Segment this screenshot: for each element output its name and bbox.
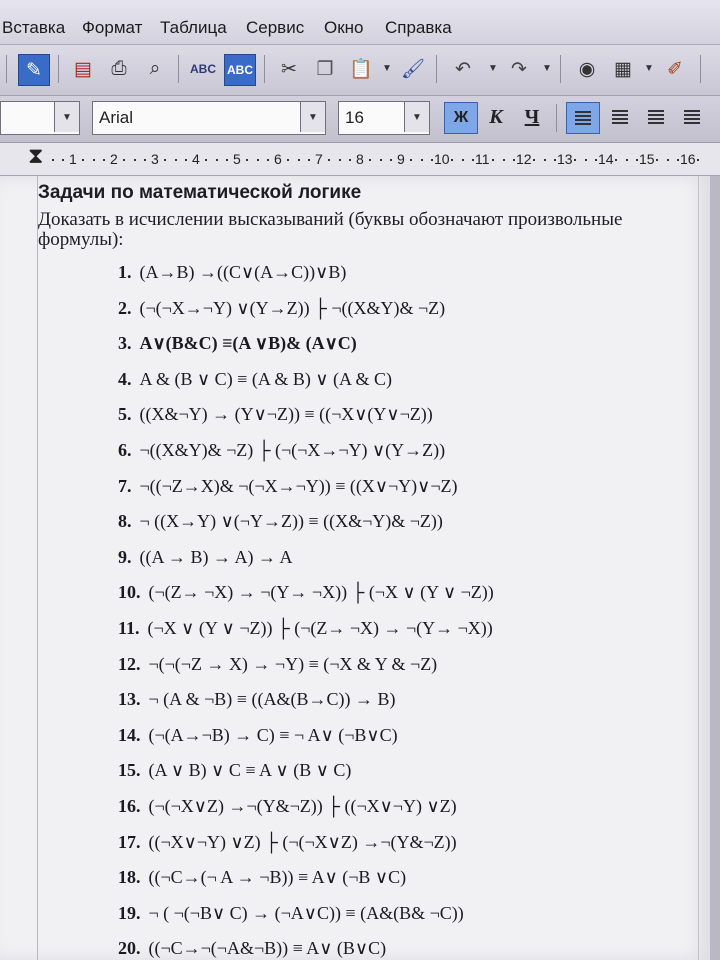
ruler-tick [677,159,679,161]
ruler-tick [595,159,597,161]
problem-item[interactable] [118,547,293,568]
ruler-tick [308,159,310,161]
undo-dropdown-arrow[interactable]: ▼ [488,63,498,74]
indent-marker-icon[interactable]: ⧗ [28,143,44,168]
problem-formula: ¬((¬Z→X)& ¬(¬X→¬Y)) ≡ ((X∨¬Y)∨¬Z) [139,475,458,496]
problem-number: 11. [118,618,140,638]
problem-number: 5. [118,404,132,425]
ruler-tick [164,159,166,161]
toolbar-separator [700,55,701,83]
ruler-number: 8 [356,151,364,167]
menu-window[interactable]: Окно [324,18,364,37]
problem-item[interactable] [118,262,346,283]
problem-formula: ((¬X∨¬Y) ∨Z) ├ (¬(¬X∨Z) →¬(Y&¬Z)) [148,831,457,852]
horizontal-ruler[interactable] [0,143,720,176]
ruler-number: 10 [434,151,450,167]
document-heading[interactable]: Задачи по математической логике [38,182,362,203]
ruler-number: 15 [639,151,655,167]
preview-icon[interactable]: ⌕ [149,58,161,79]
ruler-tick [216,159,218,161]
table-icon[interactable]: ▦ [614,58,632,80]
undo-icon[interactable]: ↶ [455,58,471,80]
ruler-number: 9 [397,151,405,167]
problem-number: 17. [118,831,141,852]
problem-item[interactable] [118,440,445,461]
problem-formula: (¬X ∨ (Y ∨ ¬Z)) ├ (¬(Z→ ¬X) → ¬(Y→ ¬X)) [147,618,493,638]
ruler-number: 16 [680,151,696,167]
problem-item[interactable] [118,298,445,319]
justify-button[interactable] [676,102,708,132]
cut-icon[interactable]: ✂ [281,58,297,80]
text-boundary-left [37,176,38,960]
font-name-select[interactable] [92,101,326,135]
ruler-tick [410,159,412,161]
ruler-tick [123,159,125,161]
problem-item[interactable] [118,654,437,675]
problem-item[interactable] [118,333,357,354]
ruler-tick [380,159,382,161]
align-center-icon [612,110,628,124]
problem-number: 8. [118,511,132,532]
ruler-tick [492,159,494,161]
justify-icon [684,110,700,124]
problem-item[interactable] [118,582,494,603]
ruler-number: 2 [110,151,118,167]
problem-number: 6. [118,440,132,460]
problem-number: 7. [118,475,132,496]
problem-number: 18. [118,867,141,888]
align-center-button[interactable] [604,102,636,132]
problem-number: 20. [118,938,141,959]
formatting-toolbar [0,96,720,143]
ruler-number: 4 [192,151,200,167]
ruler-tick [349,159,351,161]
paragraph-style-select[interactable] [0,101,80,135]
ruler-tick [554,159,556,161]
edit-icon[interactable]: ✎ [18,54,50,86]
ruler-tick [257,159,259,161]
ruler-tick [636,159,638,161]
problem-formula: ¬ (A & ¬B) ≡ ((A&(B→C)) → B) [148,689,396,710]
copy-icon[interactable]: ❐ [316,58,334,80]
toolbar-separator [264,55,265,83]
problem-number: 9. [118,546,132,567]
toolbar-separator [178,55,179,83]
ruler-tick [533,159,535,161]
ruler-tick [585,159,587,161]
ruler-tick [134,159,136,161]
problem-formula: (¬(Z→ ¬X) → ¬(Y→ ¬X)) ├ (¬X ∨ (Y ∨ ¬Z)) [148,582,494,603]
menu-insert[interactable]: Вставка [2,18,66,37]
align-left-button[interactable] [566,102,600,134]
spellcheck-icon[interactable]: ABC [190,62,216,76]
problem-formula: (A→B) →((C∨(A→C))∨B) [139,262,347,282]
ruler-tick [287,159,289,161]
chevron-down-icon[interactable]: ▼ [404,102,429,132]
ruler-number: 14 [598,151,614,167]
menu-tools[interactable]: Сервис [246,18,305,37]
problem-item[interactable] [118,796,457,817]
problem-formula: A∨(B&C) ≡(A ∨B)& (A∨C) [139,333,357,354]
chevron-down-icon[interactable]: ▼ [54,102,79,132]
ruler-tick [615,159,617,161]
ruler-number: 1 [69,151,77,167]
ruler-tick [390,159,392,161]
ruler-tick [697,159,699,161]
ruler-tick [503,159,505,161]
ruler-tick [103,159,105,161]
toolbar-separator [58,55,59,83]
italic-button[interactable]: К [489,105,503,128]
toolbar-separator [6,55,7,83]
problem-formula: ((¬C→(¬ A → ¬B)) ≡ A∨ (¬B ∨C) [148,867,407,888]
pdf-icon[interactable]: ▤ [74,58,92,80]
font-name-value: Arial [99,108,134,127]
ruler-tick [175,159,177,161]
ruler-number: 6 [274,151,282,167]
redo-icon[interactable]: ↷ [511,58,527,80]
draw-icon[interactable]: ✐ [667,58,683,80]
ruler-tick [656,159,658,161]
ruler-number: 5 [233,151,241,167]
problem-number: 12. [118,653,141,674]
document-intro[interactable]: Доказать в исчислении высказываний (буквы обозначают произвольные формулы): [38,209,623,250]
ruler-tick [462,159,464,161]
ruler-number: 7 [315,151,323,167]
ruler-tick [246,159,248,161]
chevron-down-icon[interactable]: ▼ [300,102,325,132]
ruler-tick [513,159,515,161]
ruler-tick [267,159,269,161]
problem-formula: ((X&¬Y) → (Y∨¬Z)) ≡ ((¬X∨(Y∨¬Z)) [139,404,433,425]
problem-formula: A & (B ∨ C) ≡ (A & B) ∨ (A & C) [139,368,393,389]
problem-number: 13. [118,689,141,710]
paste-icon[interactable]: 📋 [349,59,373,80]
problem-formula: ¬ ( ¬(¬B∨ C) → (¬A∨C)) ≡ (A&(B& ¬C)) [148,902,464,923]
problem-item[interactable] [118,618,493,639]
problem-item[interactable] [118,511,443,532]
problem-item[interactable] [118,832,457,853]
ruler-tick [205,159,207,161]
ruler-tick [431,159,433,161]
toolbar-separator [556,104,557,132]
ruler-tick [667,159,669,161]
ruler-number: 11 [475,151,490,167]
bold-button[interactable]: Ж [444,102,478,134]
menu-format[interactable]: Формат [82,18,143,37]
ruler-tick [626,159,628,161]
menu-help[interactable]: Справка [385,18,452,37]
problem-number: 10. [118,582,141,603]
navigator-icon[interactable]: ◉ [578,58,596,80]
ruler-tick [144,159,146,161]
problem-number: 2. [118,297,132,318]
toolbar-separator [560,55,561,83]
font-size-select[interactable] [338,101,430,135]
print-icon[interactable]: ⎙ [111,58,127,79]
ruler-tick [82,159,84,161]
problem-formula: ((¬C→¬(¬A&¬B)) ≡ A∨ (B∨C) [148,938,387,959]
menu-bar [0,0,720,45]
ruler-tick [451,159,453,161]
font-size-value: 16 [345,108,364,127]
problem-item[interactable] [118,689,395,710]
ruler-number: 13 [557,151,573,167]
ruler-tick [62,159,64,161]
problem-number: 3. [118,333,132,354]
problem-item[interactable] [118,476,458,497]
ruler-tick [226,159,228,161]
problem-number: 15. [118,760,141,781]
problem-formula: ((A → B) → A) → A [139,546,293,567]
align-right-button[interactable] [640,102,672,132]
problem-item[interactable] [118,903,464,924]
text-boundary-right [698,176,699,960]
ruler-tick [339,159,341,161]
align-left-icon [575,111,591,125]
document-page[interactable] [0,176,710,960]
problem-item[interactable] [118,867,406,888]
problem-number: 14. [118,724,141,745]
problem-item[interactable] [118,404,433,425]
ruler-number: 3 [151,151,159,167]
ruler-tick [328,159,330,161]
ruler-tick [544,159,546,161]
ruler-number: 12 [516,151,532,167]
problem-formula: (¬(¬X→¬Y) ∨(Y→Z)) ├ ¬((X&Y)& ¬Z) [139,297,446,318]
redo-dropdown-arrow[interactable]: ▼ [542,63,552,74]
problem-formula: ¬ ((X→Y) ∨(¬Y→Z)) ≡ ((X&¬Y)& ¬Z)) [139,511,443,532]
problem-item[interactable] [118,725,398,746]
problem-number: 1. [118,262,132,282]
paste-dropdown-arrow[interactable]: ▼ [382,63,392,74]
problem-item[interactable] [118,938,386,959]
problem-number: 19. [118,902,141,923]
ruler-tick [52,159,54,161]
problem-formula: (¬(¬X∨Z) →¬(Y&¬Z)) ├ ((¬X∨¬Y) ∨Z) [148,796,457,816]
autospell-icon[interactable]: ABC [224,54,256,86]
underline-button[interactable]: Ч [524,105,540,128]
standard-toolbar [0,45,720,96]
problem-number: 16. [118,796,141,816]
problem-number: 4. [118,368,132,389]
ruler-tick [298,159,300,161]
ruler-tick [369,159,371,161]
problem-item[interactable] [118,760,351,781]
align-right-icon [648,110,664,124]
problem-item[interactable] [118,369,392,390]
problem-formula: ¬((X&Y)& ¬Z) ├ (¬(¬X→¬Y) ∨(Y→Z)) [139,440,446,460]
ruler-tick [93,159,95,161]
table-dropdown-arrow[interactable]: ▼ [644,63,654,74]
ruler-tick [574,159,576,161]
toolbar-separator [436,55,437,83]
problem-formula: (A ∨ B) ∨ C ≡ A ∨ (B ∨ C) [148,760,352,781]
ruler-tick [185,159,187,161]
problem-formula: (¬(A→¬B) → C) ≡ ¬ A∨ (¬B∨C) [148,724,398,745]
problem-formula: ¬(¬(¬Z → X) → ¬Y) ≡ (¬X & Y & ¬Z) [148,653,438,674]
ruler-tick [472,159,474,161]
ruler-tick [421,159,423,161]
menu-table[interactable]: Таблица [160,18,227,37]
format-paint-icon[interactable]: 🖌 [400,59,426,80]
